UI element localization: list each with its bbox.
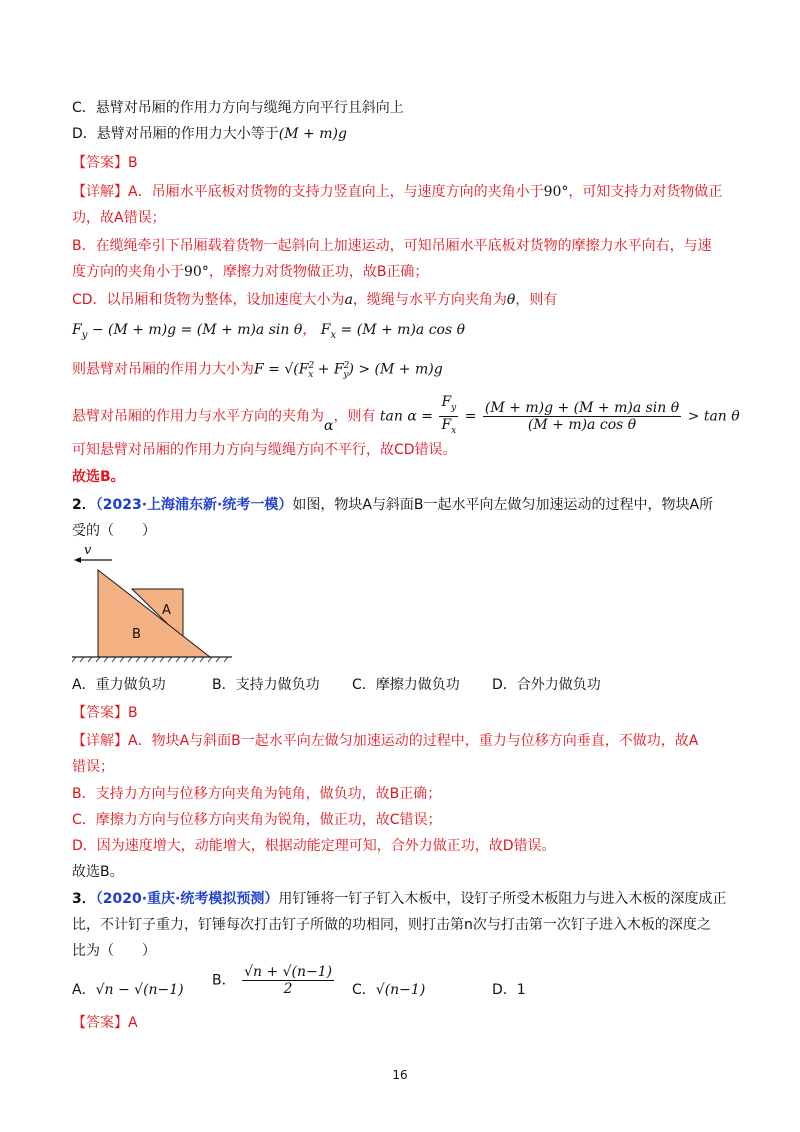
q3-option-c-math: √(n−1): [375, 982, 426, 998]
q3-answer: 【答案】A: [72, 1015, 138, 1031]
q3-option-a-label: A．: [72, 982, 96, 998]
q2-option-c: C．摩擦力做负功: [352, 677, 460, 693]
q3-option-a-math: √n − √(n−1): [95, 982, 184, 998]
q1-detail-cd-text2: ，缆绳与水平方向夹角为: [352, 292, 507, 308]
q1-detail-b-line1: B．在缆绳牵引下吊厢载着货物一起斜向上加速运动，可知吊厢水平底板对货物的摩擦力水平向右，与速: [72, 238, 712, 254]
q1-detail-a-line1: [72, 182, 722, 202]
q2-choose: 故选B。: [72, 864, 124, 880]
q3-source: （2020·重庆·统考模拟预测）: [95, 891, 279, 907]
q1-detail-b-text: 度方向的夹角小于: [72, 264, 184, 280]
q3-stem-line2: 比，不计钉子重力，钉锤每次打击钉子所做的功相同，则打击第n次与打击第一次钉子进入木板的深度之: [72, 917, 711, 933]
q3-option-b-frac: [242, 964, 334, 997]
q3-option-b-num: √n + √(n−1): [244, 964, 333, 980]
label-a: A: [162, 603, 171, 618]
force-math-2: + F: [313, 361, 344, 378]
q3-stem-line3: 比为（ ）: [72, 943, 156, 959]
q3-option-c: [352, 972, 425, 1008]
tan-den2: (M + m)a cos θ: [527, 416, 637, 433]
q3-option-b: [212, 964, 336, 997]
q1-option-d: [72, 124, 347, 144]
force-math: F = √(F: [254, 361, 309, 378]
sym-alpha: α: [324, 418, 334, 435]
angle-90-2: 90°: [184, 264, 209, 280]
incline-diagram: [72, 540, 242, 662]
force-math-3: ) > (M + m)g: [348, 361, 443, 378]
velocity-label: v: [84, 543, 92, 558]
sym-a: a: [344, 292, 353, 308]
q3-option-b-label: B．: [212, 972, 236, 989]
q1-detail-cd-text3: ，则有: [515, 292, 558, 308]
q3-number: 3．: [72, 891, 96, 907]
q3-option-b-den: 2: [283, 981, 293, 997]
q2-source: （2023·上海浦东新·统考一模）: [95, 497, 293, 513]
q1-detail-cd-line1: [72, 290, 557, 310]
q3-stem-text: 用钉锤将一钉子钉入木板中，设钉子所受木板阻力与进入木板的深度成正: [278, 891, 727, 907]
eq1-f: F: [72, 322, 82, 338]
tan-frac1: $\frac{F_y}{F_x}$: [441, 394, 457, 436]
q1-detail-a-text2: ，可知支持力对货物做正: [568, 184, 723, 200]
q1-detail-a-text: 【详解】A．吊厢水平底板对货物的支持力竖直向上，与速度方向的夹角小于: [72, 184, 544, 200]
q2-option-d: D．合外力做负功: [492, 677, 601, 693]
tan-lhs: tan α =: [379, 408, 433, 425]
tan-rhs: > tan θ: [687, 408, 740, 425]
ground-hatching: [72, 657, 228, 662]
q2-stem-line1: [72, 495, 713, 515]
q1-detail-b-text2: ，摩擦力对货物做正功，故B正确；: [208, 264, 429, 280]
q1-conclusion: 可知悬臂对吊厢的作用力方向与缆绳方向不平行，故CD错误。: [72, 442, 457, 458]
eq2-rest: = (M + m)a cos θ: [336, 322, 466, 338]
incline-diagram-svg: [72, 540, 242, 662]
q2-answer: 【答案】B: [72, 705, 138, 721]
q1-equations: $F_y - (M + m)g = (M + m)a$ sin θ， $F_x = (M + m)a$ cos θ: [72, 322, 466, 341]
q2-detail-c: C．摩擦力方向与位移方向夹角为锐角，做正功，故C错误；: [72, 812, 442, 828]
q2-stem-text: 如图，物块A与斜面B一起水平向左做匀加速运动的过程中，物块A所: [292, 497, 714, 513]
slope-b: [98, 570, 210, 657]
q1-angle-text2: ，则有: [333, 408, 376, 425]
q3-option-d: D．1: [492, 982, 526, 998]
eq2-f: F: [320, 322, 331, 338]
q1-option-c: C．悬臂对吊厢的作用力方向与缆绳方向平行且斜向上: [72, 100, 404, 116]
q2-option-a: A．重力做负功: [72, 677, 166, 693]
q2-option-b: B．支持力做负功: [212, 677, 320, 693]
q2-detail-a-line2: 错误；: [72, 759, 114, 775]
q1-option-d-text: D．悬臂对吊厢的作用力大小等于: [72, 126, 279, 142]
label-b: B: [132, 627, 141, 642]
q3-option-c-label: C．: [352, 982, 376, 998]
angle-90: 90°: [543, 184, 569, 200]
q2-detail-d: D．因为速度增大，动能增大，根据动能定理可知，合外力做正功，故D错误。: [72, 838, 556, 854]
q1-choose: 故选B。: [72, 469, 125, 485]
sym-theta: θ: [506, 292, 516, 308]
q3-stem-line1: [72, 889, 726, 909]
q1-option-d-math: (M + m)g: [278, 126, 347, 142]
tan-den1: F: [441, 416, 452, 433]
eq1-rest: − (M + m)g = (M + m)a sin θ: [87, 322, 303, 338]
q1-angle-text: 悬臂对吊厢的作用力与水平方向的夹角为: [72, 408, 324, 425]
q1-force-line: 则悬臂对吊厢的作用力大小为$F = √(F^2_x + F^2_y) > (M + m)g$: [72, 361, 443, 381]
page-number: 16: [392, 1068, 408, 1082]
q1-force-text: 则悬臂对吊厢的作用力大小为: [72, 361, 254, 378]
tan-frac2: [483, 400, 681, 433]
q1-detail-a-line2: 功，故A错误；: [72, 210, 166, 226]
q3-option-a: [72, 972, 184, 1008]
q2-detail-b: B．支持力方向与位移方向夹角为钝角，做负功，故B正确；: [72, 786, 442, 802]
q2-stem-line2: 受的（ ）: [72, 523, 156, 539]
q1-angle-line: 悬臂对吊厢的作用力与水平方向的夹角为α，则有 tan α = $\frac{F_y}{F_x}$ = $\frac{\text{(M + m)g + (M + m)a sin θ}}{\text{(M + m)a cos θ}}$ > tan θ: [72, 394, 740, 439]
tan-num2: (M + m)g + (M + m)a sin θ: [484, 399, 680, 416]
tan-num1: F: [441, 394, 452, 410]
q1-answer: 【答案】B: [72, 155, 138, 171]
q1-detail-b-line2: [72, 262, 428, 282]
q1-detail-cd-text: CD．以吊厢和货物为整体，设加速度大小为: [72, 292, 345, 308]
q2-detail-a-line1: 【详解】A．物块A与斜面B一起水平向左做匀加速运动的过程中，重力与位移方向垂直，不做功，故A: [72, 733, 699, 749]
velocity-arrowhead: [74, 557, 81, 563]
q2-number: 2．: [72, 497, 96, 513]
